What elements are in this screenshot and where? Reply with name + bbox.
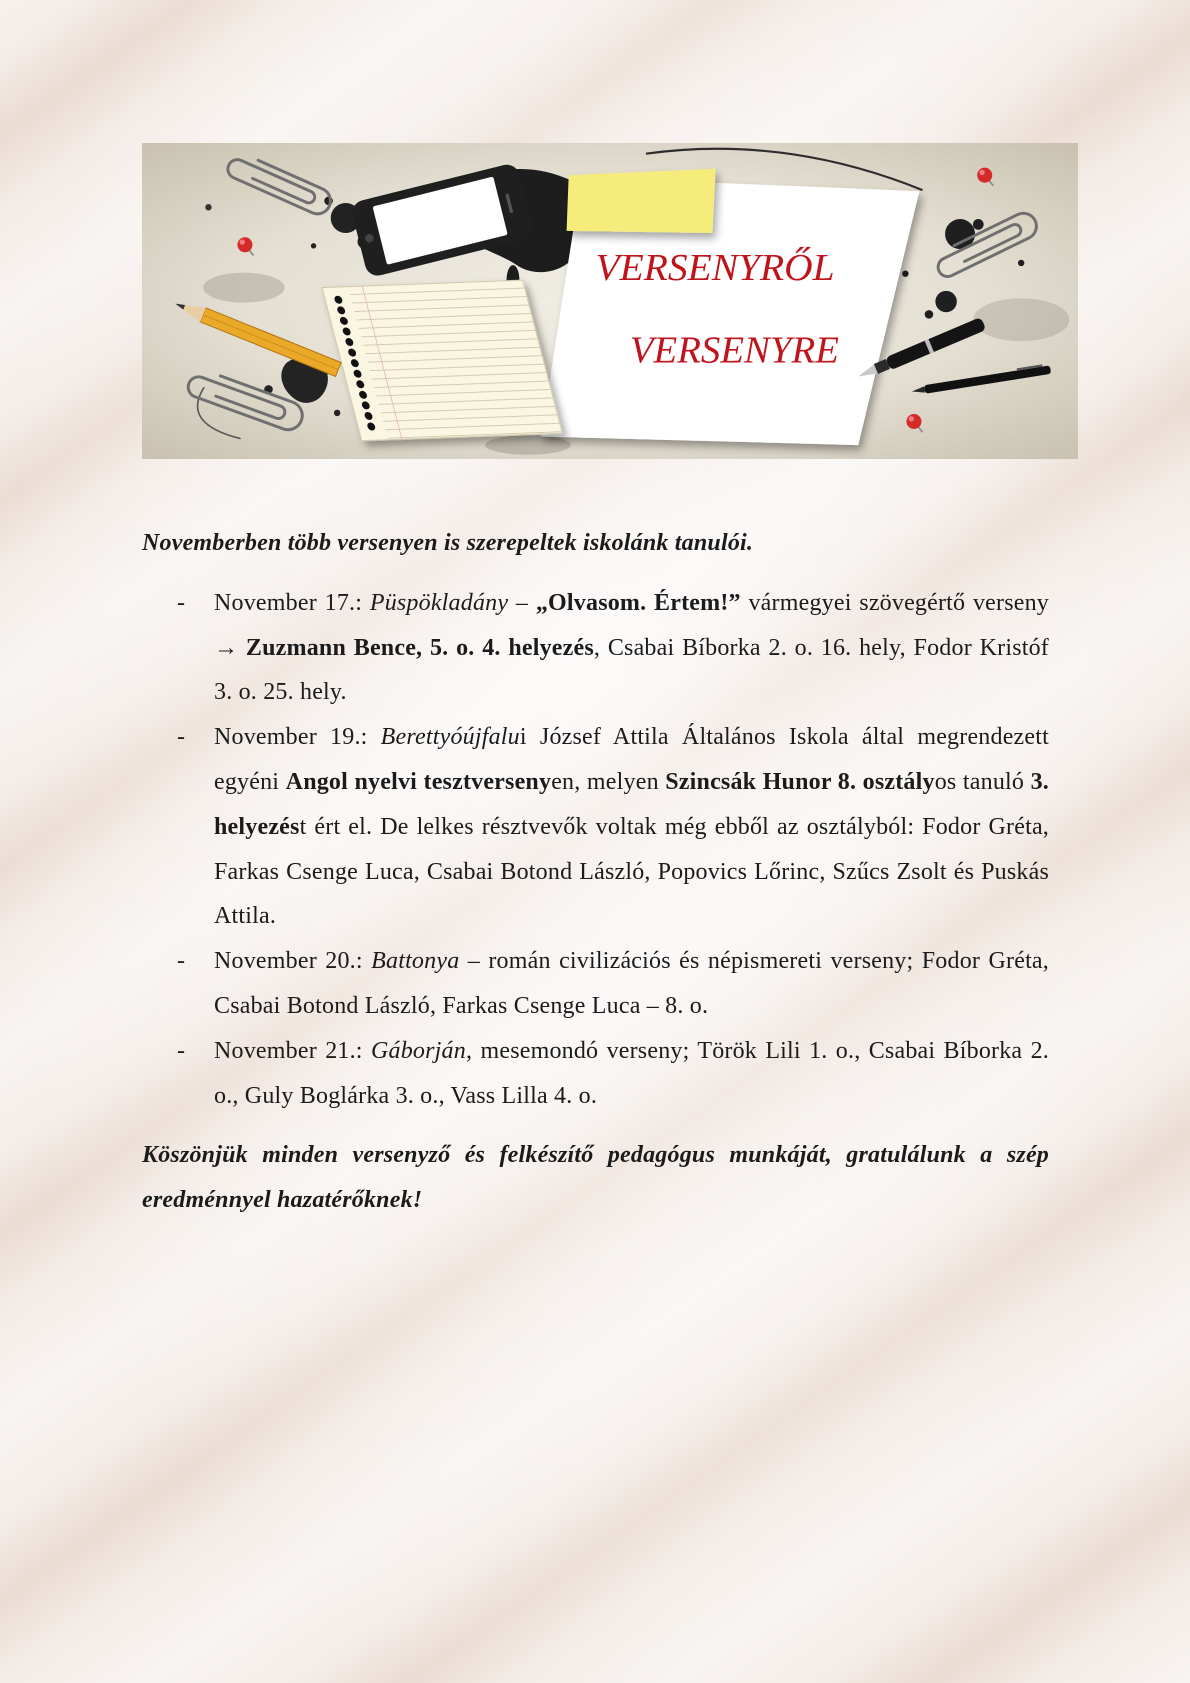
result-text (214, 948, 1049, 1019)
competition-result-item (142, 1029, 1049, 1119)
text-segment: November 17.: (214, 589, 370, 616)
text-segment: – (508, 589, 536, 616)
list-marker: - (177, 724, 186, 751)
highlighted-text: „Olvasom. Értem!” (535, 589, 741, 616)
competition-result-item (142, 581, 1049, 715)
highlighted-text: Angol nyelvi tesztverseny (285, 768, 552, 795)
text-segment: t ért el. De lelkes résztvevők voltak még ebből az osztályból: Fodor Gréta, Farkas Csenge Luca, Csabai Botond László, Popovics Lőrinc, Szűcs Zsolt és Puskás Attila. (214, 813, 1049, 930)
text-segment: en, melyen (551, 768, 666, 795)
intro-text: Novemberben több versenyen is szerepeltek iskolánk tanulói. (142, 530, 754, 556)
highlighted-text: → Zuzmann Bence, 5. o. 4. helyezés (214, 634, 594, 661)
list-marker: - (177, 948, 186, 975)
highlighted-text: 3. helyezés (214, 768, 1050, 840)
banner-title-line1: VERSENYRŐL (595, 247, 835, 290)
banner-title-line2: VERSENYRE (629, 329, 839, 372)
sticky-note (567, 169, 716, 233)
header-banner (142, 143, 1078, 459)
venue-name: Berettyóújfalu (380, 724, 520, 751)
text-segment: i József Attila Általános Iskola által megrendezett egyéni (214, 724, 1049, 795)
article-body (142, 521, 1049, 1223)
text-segment: November 20.: (214, 948, 372, 975)
competition-result-item (142, 715, 1049, 939)
highlighted-text: Szincsák Hunor 8. osztály (665, 768, 935, 795)
text-segment: os tanuló (934, 768, 1031, 795)
venue-name: Gáborján (371, 1037, 466, 1064)
closing-text: Köszönjük minden versenyző és felkészítő pedagógus munkáját, gratulálunk a szép eredménnyel hazatérőknek! (142, 1142, 1049, 1214)
text-segment: , Csabai Bíborka 2. o. 16. hely, Fodor Kristóf 3. o. 25. hely. (214, 634, 1050, 706)
list-marker: - (177, 1037, 186, 1064)
text-segment: , mesemondó verseny; Török Lili 1. o., Csabai Bíborka 2. o., Guly Boglárka 3. o., Vass Lilla 4. o. (214, 1037, 1049, 1109)
result-text (214, 590, 1049, 706)
competition-result-item (142, 939, 1049, 1029)
notebook-page (322, 280, 562, 441)
result-text (214, 724, 1049, 929)
text-segment: vármegyei szövegértő verseny (740, 589, 1050, 616)
venue-name: Battonya (371, 948, 460, 975)
venue-name: Püspökladány (369, 589, 509, 616)
banner-illustration (142, 143, 1078, 459)
text-segment: – román civilizációs és népismereti verseny; Fodor Gréta, Csabai Botond László, Farkas Csenge Luca – 8. o. (214, 948, 1049, 1019)
text-segment: November 21.: (214, 1037, 371, 1064)
result-text (214, 1038, 1049, 1109)
list-marker: - (177, 589, 186, 616)
competition-results-list (142, 581, 1049, 1119)
text-segment: November 19.: (214, 724, 381, 751)
